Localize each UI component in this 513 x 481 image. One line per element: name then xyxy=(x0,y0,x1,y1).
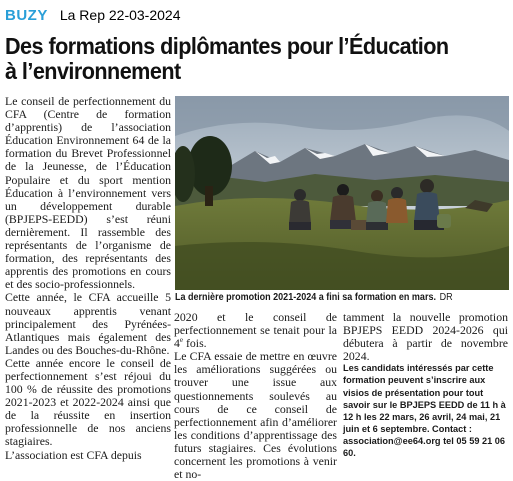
caption-text: La dernière promotion 2021-2024 a fini sa formation en mars. xyxy=(175,292,436,303)
photo-caption xyxy=(175,292,482,304)
paragraph-7: tamment la nouvelle promotion BPJEPS EEDD 2024-2026 qui débutera à partir de novembre 2024. xyxy=(343,310,508,364)
article-column-1 xyxy=(5,95,171,462)
paragraph-3: Cette année encore le conseil de perfectionnement s’est réjoui du 100 % de réussite des promotions 2021-2023 et 2022-2024 ainsi que de la réussite en insertion professionnelle de nos anciens stagiaires. xyxy=(5,355,171,449)
paragraph-5-end: fois. xyxy=(183,336,207,351)
article-column-3 xyxy=(343,311,508,460)
info-box: Les candidats intéressés par cette formation peuvent s’inscrire aux visios de présentation pour tout savoir sur le BPJEPS EEDD de 11 h à 12 h les 22 mars, 26 avril, 24 mai, 21 juin et 6 septembre. Contact : association@ee64.org tel 05 59 21 06 60. xyxy=(343,363,506,460)
paragraph-1: Le conseil de perfectionnement du CFA (Centre de formation d’apprentis) de l’association Éducation Environnement 64 de la formation du Brevet Professionnel de la Jeunesse, de l’Éducation Populaire et du sport mention Éducation à l’environnement vers un développement durable (BPJEPS-EEDD) s’est réuni dernièrement. Il rassemble des représentants de l’organisme de formation, des représentants des apprentis des promotions en cours et des socio-professionnels. xyxy=(5,94,171,292)
headline-line-2: à l’environnement xyxy=(5,58,181,84)
article-photo xyxy=(175,96,509,290)
source-date: La Rep 22-03-2024 xyxy=(59,7,181,23)
photo-credit: DR xyxy=(439,292,453,303)
paragraph-5 xyxy=(174,311,337,350)
paragraph-2: Cette année, le CFA accueille 5 nouveaux apprentis venant principalement des Pyrénées-Atlantiques mais également des Landes ou des Bouches-du-Rhône. xyxy=(5,290,171,357)
paragraph-6: Le CFA essaie de mettre en œuvre les améliorations suggérées ou trouver une issue aux questionnements soulevés au cours de ce conseil de perfectionnement afin d’améliorer les conditions d’apprentissage des futurs stagiaires. Ces évolutions concernent les promotions à venir et no- xyxy=(174,349,337,481)
article-column-2 xyxy=(174,311,337,481)
mountain-hikers-image xyxy=(175,96,509,290)
paragraph-5-start: 2020 et le conseil de perfectionnement se tenait pour la 4 xyxy=(174,310,337,351)
ordinal-suffix: e xyxy=(179,336,184,345)
article-header xyxy=(5,6,181,24)
paragraph-4: L’association est CFA depuis xyxy=(5,447,142,462)
city-label: BUZY xyxy=(5,6,48,24)
headline-line-1: Des formations diplômantes pour l’Éducation xyxy=(5,33,449,59)
headline xyxy=(5,34,470,84)
